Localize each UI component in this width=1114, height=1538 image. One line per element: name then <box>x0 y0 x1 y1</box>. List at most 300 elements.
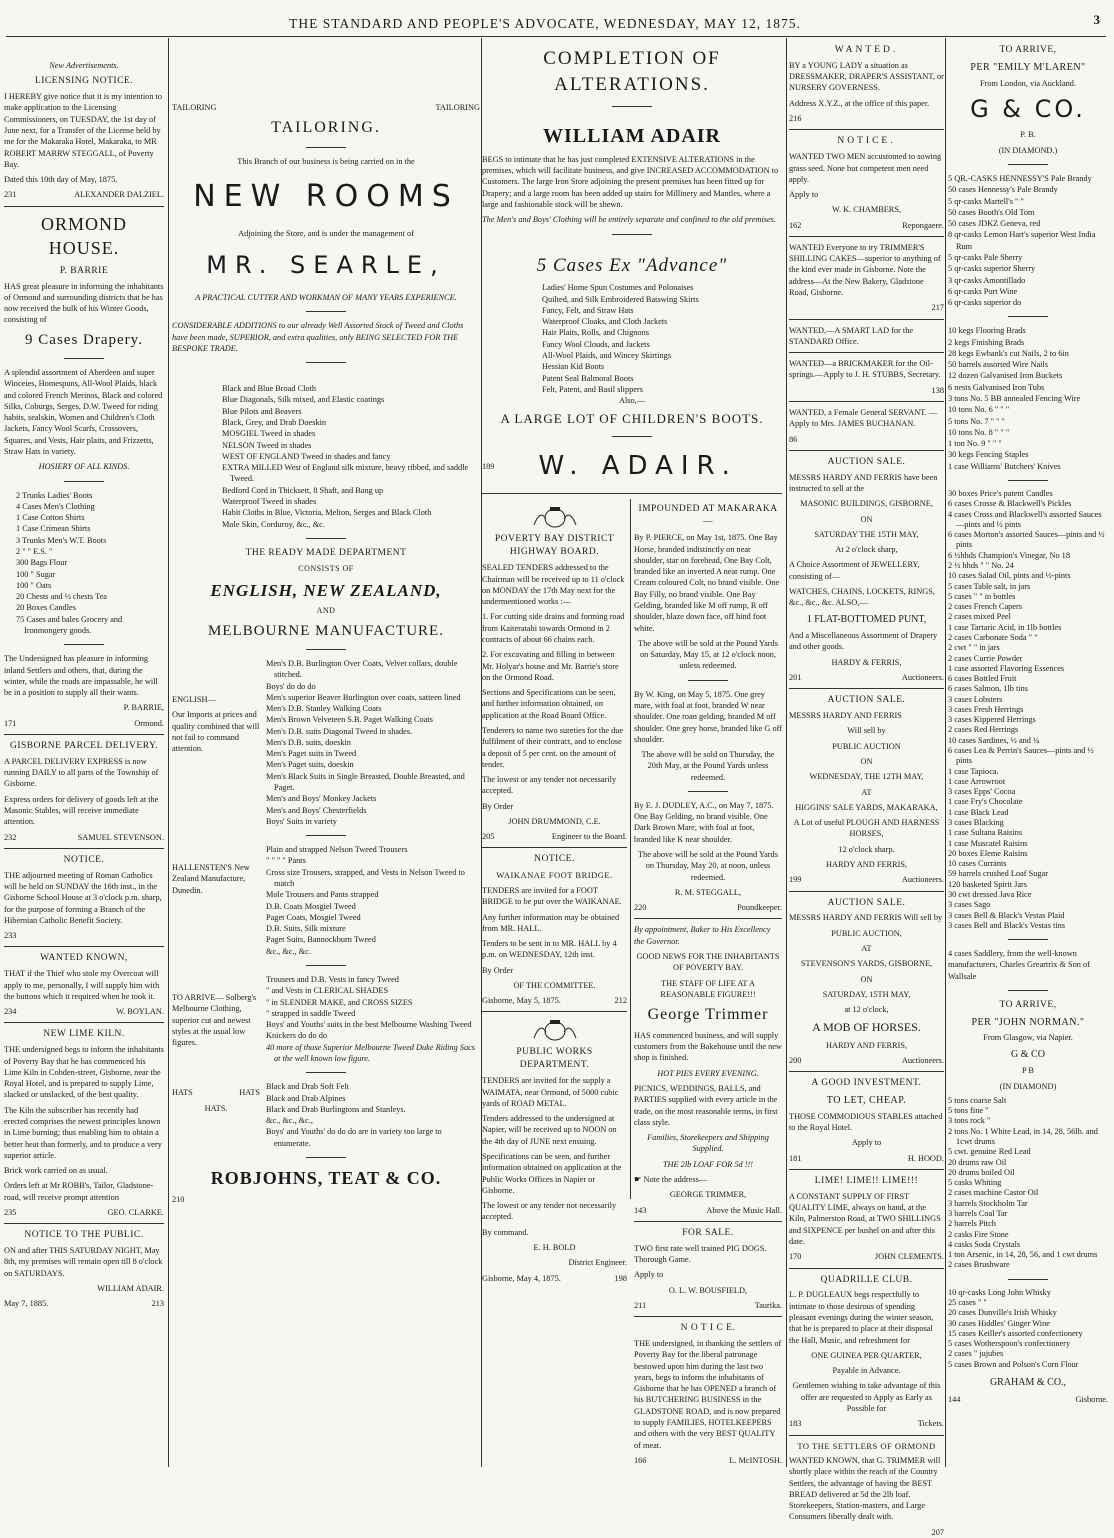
pwd-body: TENDERS are invited for the supply a WAIMATA, near Ormond, of 5000 cubic yards of ROAD METAL. <box>482 1076 619 1108</box>
ad-number: 207 <box>931 1527 944 1537</box>
ad-separator <box>789 1071 944 1072</box>
trimmer-body: HAS commenced business, and will supply customers from the Bakehouse until the new shop is finished. <box>634 1030 782 1063</box>
ad-separator <box>789 1268 944 1269</box>
notice-footer <box>4 930 164 941</box>
goods-item: Patent Seal Balmoral Boots <box>542 373 634 383</box>
auction-1-list: WATCHES, CHAINS, LOCKETS, RINGS, &c., &c., &c. ALSO,— <box>789 587 935 608</box>
parcel-body: A PARCEL DELIVERY EXPRESS is now running DAILY to all parts of the Township of Gisborne. <box>4 756 159 789</box>
ad-number: 200 <box>789 1056 802 1066</box>
stock-item: 3 tons No. 5 BB annealed Fencing Wire <box>948 394 1081 404</box>
stock-item: 3 cases Kippered Herrings <box>948 715 1036 725</box>
clothing-item: " " " " Pants <box>266 856 306 866</box>
ormond-settlers-body: WANTED KNOWN, that G. TRIMMER will shortly place within the reach of the Country Settlers, the advantage of having the BEST BREAD delivered at 5d the 2lb loaf. Storekeepers, Station-masters, and Large Consumers liberally dealt with. <box>789 1456 941 1522</box>
column-3 <box>482 40 782 1469</box>
impound-title: IMPOUNDED AT MAKARAKA— <box>638 504 778 528</box>
impound-body-3: By E. J. DUDLEY, A.C., on May 7, 1875. One Bay Gelding, no brand visible. One Dark Brown Mare, with foal at foot, branded like K near shoulder. <box>634 800 774 844</box>
highway-body: SEALED TENDERS addressed to the Chairman will be received up to 11 o'clock on MONDAY the 17th May next for the undermentioned works :— <box>482 563 625 607</box>
stock-item: 5 casks Whiting <box>948 1178 1002 1188</box>
ad-separator <box>306 965 346 966</box>
stock-item: 5 qr-casks superior Sherry <box>948 264 1036 274</box>
lime-body: A CONSTANT SUPPLY OF FIRST QUALITY LIME, always on hand, at the Kiln, Palmerston Road, at TWO SHILLINGS and SIXPENCE per bushel on and after this date. <box>789 1191 941 1246</box>
royal-crest-icon <box>530 1018 580 1042</box>
auction-3-title: AUCTION SALE. <box>827 897 906 908</box>
investment-title: A GOOD INVESTMENT. <box>811 1078 922 1089</box>
ad-separator <box>306 362 346 363</box>
lime-kiln-title: NEW LIME KILN. <box>43 1029 125 1040</box>
quadrille-footer <box>789 1418 944 1429</box>
stock-item: 15 cases Keiller's assorted confectionery <box>948 1328 1083 1338</box>
ship-name: PER "EMILY M'LAREN" <box>970 61 1086 73</box>
stock-item: 6 qr-casks superior do <box>948 298 1022 308</box>
stock-item: 3 cases Bell and Black's Vestas tins <box>948 920 1066 930</box>
ad-number: 231 <box>4 190 17 200</box>
stock-item: 5 tons fine " <box>948 1106 989 1116</box>
tickets: Tickets. <box>917 1419 944 1429</box>
butcher-notice-body: THE undersigned, in thanking the settlers of Poverty Bay for the liberal patronage bestowed upon him during the last two years, begs to inform the inhabitants of Gisborne that he has OPENED a branch of his BUTCHERING BUSINESS in the GLADSTONE ROAD, and is now prepared to supply FAMILIES, HOTELKEEPERS and others with the very BEST QUALITY of meat. <box>634 1339 782 1450</box>
auction-1-goods: A Choice Assortment of JEWELLERY, consisting of— <box>789 560 920 581</box>
ship-from: From London, via Auckland. <box>979 78 1077 88</box>
stock-item: 10 tons No. 8 " " " <box>948 427 1010 437</box>
auction-2-on: ON <box>860 757 873 767</box>
impound-sold-3: The above will be sold at the Pound Yards on Thursday, May 20, at noon, unless redeemed. <box>638 850 778 882</box>
impound-body: By P. PIERCE, on May 1st, 1875. One Bay Horse, branded indistinctly on near shoulder, star on forehead, One Bay Colt, branded like an inverted A near rump. One Cream coloured Colt, no brand visible. One Bay Filly, no brand visible. One Bay Gelding, branded like M off rump, R off shoulder, blaze down face, off hind foot white. <box>634 533 780 633</box>
ad-separator <box>306 538 346 539</box>
stock-item: 5 cases Brown and Polson's Corn Flour <box>948 1359 1079 1369</box>
tailoring-right: TAILORING <box>435 103 480 112</box>
adjoining-text: Adjoining the Store, and is under the management of <box>238 229 414 239</box>
stock-item: 1 ton Arsenic, in 14, 28, 56, and 1 cwt drums <box>948 1250 1098 1260</box>
ad-separator <box>612 436 652 437</box>
ormond-closing: The Undersigned has pleasure in informing inland Settlers and others, that, during the winter, while the roads are impassable, he will be in a position to supply all their wants. <box>4 654 158 698</box>
stock-item: 10 tons No. 6 " " " <box>948 405 1010 415</box>
ad-separator <box>789 236 944 237</box>
signature: HARDY AND FERRIS, <box>825 860 908 869</box>
ad-separator <box>789 1169 944 1170</box>
stock-item: 10 kegs Flooring Brads <box>948 326 1026 336</box>
parcel-title: GISBORNE PARCEL DELIVERY. <box>9 740 159 751</box>
stock-item: 6 qr-casks Port Wine <box>948 286 1018 296</box>
ad-number: 216 <box>789 114 802 124</box>
butcher-footer <box>634 1455 782 1466</box>
bridge-by: By Order <box>482 965 514 975</box>
place: Gisborne. <box>1075 1394 1108 1404</box>
pwd-body-3: Specifications can be seen, and further information obtained on application at the Public Works Offices in Napier or Gisborne. <box>482 1151 622 1195</box>
goods-item: Fancy, Felt, and Straw Hats <box>542 305 634 315</box>
stock-item: 6 cases Salmon, 1lb tins <box>948 684 1028 694</box>
lime-title: LIME! LIME!! LIME!!! <box>814 1175 919 1186</box>
wanted-address: Address X.Y.Z., at the office of this paper. <box>789 98 930 108</box>
pointing-hand-icon: ☛ <box>634 1174 644 1184</box>
stock-item: 3 cases Blacking <box>948 818 1004 827</box>
stock-item: 50 cases Booth's Old Tom <box>948 207 1035 217</box>
stock-item: 1 case Williams' Butchers' Knives <box>948 461 1061 471</box>
ad-separator <box>789 688 944 689</box>
stock-item: 2 cases Currie Powder <box>948 653 1023 663</box>
stock-item: 5 tons coarse Salt <box>948 1095 1007 1105</box>
ad-separator <box>4 734 164 735</box>
ad-separator <box>4 848 164 849</box>
list-item: 20 Chests and ½ chests Tea <box>16 592 107 602</box>
highway-work-1: 1. For cutting side drains and forming road from Kaiteratahi towards Ormond in 2 contracts of about 66 chains each. <box>482 612 625 644</box>
stock-item: 4 cases Cross and Blackwell's assorted Sauces—pints and ½ pints <box>948 509 1102 529</box>
stock-item: 25 cases " " <box>948 1297 987 1307</box>
clothing-item: " and Vests in CLERICAL SHADES <box>266 986 389 996</box>
signature: HARDY AND FERRIS, <box>825 1040 908 1050</box>
role: Auctioneers. <box>901 875 944 885</box>
ad-separator <box>4 946 164 947</box>
stock-item: 3 cases Lobsters <box>948 694 1003 704</box>
stock-item: 5 cwt. genuine Red Lead <box>948 1147 1031 1157</box>
ad-number: 138 <box>931 385 944 395</box>
bridge-sub: WAIKANAE FOOT BRIDGE. <box>496 870 613 881</box>
stock-item: 5 qr-casks Martell's " " <box>948 196 1024 206</box>
auction-1-venue: MASONIC BUILDINGS, GISBORNE, <box>800 499 933 509</box>
stock-item: 2 cases French Capers <box>948 602 1022 612</box>
quadrille-title: QUADRILLE CLUB. <box>820 1274 913 1285</box>
list-item: 1 Case Crimean Shirts <box>16 524 91 534</box>
date: Gisborne, May 4, 1875. <box>482 1273 561 1283</box>
ad-separator <box>634 1221 782 1222</box>
stock-item: 3 cases Epps' Cocoa <box>948 787 1016 797</box>
melbourne-manufacture: MELBOURNE MANUFACTURE. <box>208 622 444 639</box>
top-rule <box>6 36 1106 37</box>
auction-3-footer <box>789 1055 944 1066</box>
new-rooms: NEW ROOMS <box>193 179 459 215</box>
ad-separator <box>789 319 944 320</box>
auction-1-title: AUCTION SALE. <box>827 456 906 467</box>
signature: GEO. CLARKE. <box>107 1208 164 1218</box>
hats-center: HATS. <box>204 1103 228 1113</box>
column-3b <box>634 499 782 1470</box>
quadrille-price: ONE GUINEA PER QUARTER, <box>811 1350 922 1360</box>
stock-item: 28 kegs Ewbank's cut Nails, 2 to 6in <box>948 348 1069 358</box>
clothing-item: Men's D.B. suits Diagonal Tweed in shades. <box>266 726 413 736</box>
impound-body-2: By W. King, on May 5, 1875. One grey mare, with foal at foot, branded W near shoulder. One roan gelding, branded M off shoulder. One grey horse, branded like G off shoulder. <box>634 689 782 744</box>
pwd-body-2: Tenders addressed to the undersigned at Napier, will be received up to NOON on the 4th day of JUNE next ensuing. <box>482 1114 617 1146</box>
auction-3-at: AT <box>861 944 872 954</box>
auction-1-date: SATURDAY THE 15TH MAY, <box>814 529 919 539</box>
hats-header <box>172 1087 260 1098</box>
auction-3-mob: A MOB OF HORSES. <box>812 1020 921 1035</box>
ad-number: 210 <box>172 1195 185 1205</box>
signature: JOHN CLEMENTS. <box>874 1252 944 1262</box>
childrens-boots: A LARGE LOT OF CHILDREN'S BOOTS. <box>500 411 764 427</box>
signature: L. McINTOSH. <box>729 1455 782 1465</box>
ad-separator <box>64 481 104 482</box>
role: Poundkeeper. <box>737 903 782 913</box>
signature: WILLIAM ADAIR. <box>97 1284 164 1294</box>
stock-item: 59 barrels crushed Loaf Sugar <box>948 869 1048 879</box>
ormond-title: ORMOND HOUSE. <box>40 213 127 259</box>
clothing-item: D.B. Suits, Silk mixture <box>266 924 346 934</box>
signature: JOHN DRUMMOND, C.E. <box>508 816 601 826</box>
role: District Engineer. <box>568 1258 627 1268</box>
clothing-item: Boys' do do do <box>266 681 316 691</box>
bridge-notice-title: NOTICE. <box>534 854 575 865</box>
notice-title: NOTICE. <box>63 854 105 865</box>
stock-item: 50 cases JDKZ Geneva, red <box>948 219 1041 229</box>
for-sale-body: TWO first rate well trained PIG DOGS. Thorough Game. <box>634 1243 767 1265</box>
notice-body: THE adjourned meeting of Roman Catholics will be held on SUNDAY the 16th inst., in the Gisborne School House at 3 o'clock p.m. sharp, for the purpose of forming a Branch of the Hibernian Catholic Benefit Society. <box>4 870 162 925</box>
quadrille-body: L. P. DUGLEAUX begs respectfully to intimate to those desirous of spending pleasant evenings during the winter season, that he is prepared to place at their disposal the Hall, Music, and refreshment for <box>789 1290 934 1345</box>
trimmers-cakes-body: WANTED Everyone to try TRIMMER'S SHILLING CAKES—superior to anything of the kind ever made in Gisborne. Note the address—At the New Bakery, Gladstone Road, Gisborne. <box>789 242 941 298</box>
ad-number: 166 <box>634 1455 647 1465</box>
english-nz: ENGLISH, NEW ZEALAND, <box>210 580 442 600</box>
ad-number: 235 <box>4 1208 17 1218</box>
stock-item: 1 case Tapioca. <box>948 766 999 776</box>
stock-item: 1 case Fry's Chocolate <box>948 797 1023 807</box>
list-item: 100 " Oats <box>16 580 52 590</box>
highway-sureties: Tenderers to name two sureties for the due fulfilment of their contract, and to enclose a deposit of 5 per cent. on the amount of tender. <box>482 725 624 769</box>
to-let-title: TO LET, CHEAP. <box>826 1095 907 1107</box>
auction-3-pa: PUBLIC AUCTION, <box>831 928 902 938</box>
pwd-footer <box>482 1273 627 1284</box>
stock-item: 2 cases Brushware <box>948 1260 1010 1270</box>
tailoring-header <box>172 102 480 113</box>
trimmer-staff: THE STAFF OF LIFE AT A REASONABLE FIGURE!!! <box>660 978 756 999</box>
goods-item: Felt, Patent, and Basil slippers <box>542 384 643 394</box>
auction-3-body: MESSRS HARDY AND FERRIS Will sell by <box>789 913 943 923</box>
clothing-item: Cross size Trousers, strapped, and Vests in Nelson Tweed to match <box>266 867 465 889</box>
ad-separator <box>306 649 346 650</box>
brand-pb: P. B. <box>1020 130 1036 140</box>
auction-3-date: SATURDAY, 15TH MAY, <box>822 989 911 999</box>
stock-item: 5 tons No. 7 " " " <box>948 416 1005 426</box>
column-rule <box>945 38 946 1467</box>
stock-item: 20 drums raw Oil <box>948 1157 1007 1167</box>
column-1 <box>4 40 164 1469</box>
auction-2-lot: A Lot of useful PLOUGH AND HARNESS HORSES, <box>793 818 940 839</box>
clothing-item: Trousers and D.B. Vests in fancy Tweed <box>266 974 399 984</box>
clothing-item: Paget Coats, Mosgiel Tweed <box>266 912 361 922</box>
parcel-body-2: Express orders for delivery of goods left at the Masonic Stables, will receive immediate attention. <box>4 794 159 827</box>
cloth-item: NELSON Tweed in shades <box>222 440 312 450</box>
lime-kiln-body-3: Brick work carried on as usual. <box>4 1166 108 1176</box>
ad-separator <box>306 1072 346 1073</box>
to-arrive-2-title: TO ARRIVE, <box>999 999 1057 1010</box>
list-item: 20 Boxes Candles <box>16 603 76 613</box>
ad-separator <box>4 206 164 207</box>
stock-item: 2 cases " jujubes <box>948 1349 1004 1359</box>
place: Ormond. <box>134 718 164 728</box>
ormond-footer <box>4 718 164 729</box>
licensing-title: LICENSING NOTICE. <box>34 76 134 87</box>
hat-item: Black and Drab Soft Felt <box>266 1082 349 1092</box>
hallensten-label: HALLENSTEN'S New Zealand Manufacture, Dunedin. <box>172 863 250 895</box>
column-rule <box>168 38 169 1467</box>
ad-separator <box>1008 480 1048 481</box>
and-text: AND <box>316 605 336 615</box>
ad-separator <box>789 129 944 130</box>
firm-name: ROBJOHNS, TEAT & CO. <box>210 1167 442 1188</box>
ad-separator <box>634 918 782 919</box>
cloth-item: EXTRA MILLED West of England silk mixture, heavy ribbed, and saddle Tweed. <box>222 463 469 484</box>
ormond-settlers-title: TO THE SETTLERS OF ORMOND <box>797 1440 936 1451</box>
clothing-item: " strapped in saddle Tweed <box>266 1008 356 1018</box>
manager-name: MR. SEARLE, <box>206 251 446 280</box>
clothing-item: Men's superior Beaver Burlington over coats, satteen lined <box>266 692 461 702</box>
auction-1-footer <box>789 672 944 683</box>
trimmer-hot-pies: HOT PIES EVERY EVENING. <box>657 1068 759 1078</box>
cloth-item: WEST OF ENGLAND Tweed in shades and fancy <box>222 451 391 461</box>
to-arrive-title: TO ARRIVE, <box>999 45 1057 55</box>
ormond-hosiery: HOSIERY OF ALL KINDS. <box>38 462 130 472</box>
cloth-item: Waterproof Tweed in shades <box>222 496 317 506</box>
saddlery-item: 4 cases Saddlery, from the well-known manufacturers, Charles Greartrix & Son of Wallsale <box>948 949 1090 981</box>
chambers-footer <box>789 220 944 231</box>
lime-kiln-body-4: Orders left at Mr ROBB's, Tailor, Gladstone-road, will receive prompt attention <box>4 1181 154 1202</box>
stock-item: 3 cases Fresh Herrings <box>948 704 1024 714</box>
quadrille-body-2: Gentlemen wishing to take advantage of this offer are requested to Apply as Early as Possible for <box>792 1381 941 1413</box>
wanted-body: THAT if the Thief who stole my Overcoat will apply to me, personally, I will supply him with the buttons which it required when he took it. <box>4 969 160 1001</box>
ad-number: 181 <box>789 1153 802 1163</box>
stock-item: 2 kegs Finishing Brads <box>948 337 1025 347</box>
place: Taurika. <box>754 1300 782 1310</box>
clothing-item: Plain and strapped Nelson Tweed Trousers <box>266 845 408 855</box>
wanted-title: WANTED KNOWN, <box>40 953 128 964</box>
clothing-item: Men's D.B. Stanley Walking Coats <box>266 704 382 714</box>
goods-item: Waterproof Cloaks, and Cloth Jackets <box>542 317 668 327</box>
stock-item: 2 cases machine Castor Oil <box>948 1188 1039 1198</box>
clothing-item: 40 more of those Superior Melbourne Tweed Duke Riding Sacs at the well known low figure. <box>266 1042 476 1063</box>
licensing-dated: Dated this 10th day of May, 1875. <box>4 175 118 185</box>
clothing-item: " in SLENDER MAKE, and CROSS SIZES <box>266 997 413 1007</box>
auction-2-pa: PUBLIC AUCTION <box>832 741 901 751</box>
stock-item: 1 ton No. 9 " " " <box>948 439 1002 449</box>
auction-2-title: AUCTION SALE. <box>827 695 906 706</box>
column-rule <box>786 38 787 1467</box>
brand-pb-2: P B <box>1022 1066 1034 1076</box>
clothing-item: Men's Black Suits in Single Breasted, Double Breasted, and Paget. <box>266 771 465 793</box>
stock-item: 6 ½hhds Champion's Vinegar, No 18 <box>948 550 1070 560</box>
trimmer-note <box>634 1174 782 1185</box>
alterations-body: BEGS to intimate that he has just completed EXTENSIVE ALTERATIONS in the premises, which will facilitate business, and give INCREASED ACCOMMODATION to Customers. The large Iron Store adjoining the present premises has been fitted up for Drapery; and a large room has been added up stairs for Millinery and Mantles, where a large and fashionable stock will be shewn. <box>482 154 779 209</box>
investment-body: THOSE COMMODIOUS STABLES attached to the Royal Hotel. <box>789 1111 943 1133</box>
quadrille-pay: Payable in Advance. <box>832 1366 901 1376</box>
ad-separator <box>64 358 104 359</box>
bridge-body-2: Any further information may be obtained from MR. HALL. <box>482 912 620 933</box>
ad-number: 211 <box>634 1300 647 1310</box>
cloth-item: Blue Diagonals, Silk mixed, and Elastic coatings <box>222 395 385 405</box>
auction-2-will: Will sell by <box>847 726 886 736</box>
signature: GEORGE TRIMMER, <box>669 1190 747 1200</box>
consists-of: CONSISTS OF <box>298 563 354 573</box>
stock-item: 10 qr-casks Long John Whisky <box>948 1287 1051 1297</box>
clothing-item: D.B. Coats Mosgiel Tweed <box>266 901 356 911</box>
stock-item: 5 QR.-CASKS HENNESSY'S Pale Brandy <box>948 173 1092 183</box>
lime-footer <box>789 1251 944 1262</box>
adair-name: WILLIAM ADAIR <box>542 124 722 147</box>
ad-separator <box>688 680 728 681</box>
ad-number: 144 <box>948 1394 961 1404</box>
trimmer-families: Families, Storekeepers and Shipping Supplied. <box>647 1133 769 1154</box>
brand-mark: G & CO. <box>970 94 1086 123</box>
ad-number: 183 <box>789 1419 802 1429</box>
ad-number: 233 <box>4 931 17 941</box>
clothing-item: Men's Brown Velveteen S.B. Paget Walking Coats <box>266 715 433 725</box>
stock-item: 1 case Black Lead <box>948 807 1009 817</box>
list-item: 2 Trunks Ladies' Boots <box>16 490 93 500</box>
ad-separator <box>789 891 944 892</box>
ormond-cases: 9 Cases Drapery. <box>25 331 143 348</box>
arrive-section <box>172 974 480 1064</box>
english-section <box>172 658 480 827</box>
highway-work-2: 2. For excavating and filling in between Mr. Holyar's house and Mr. Barrie's store on the Ormond Road. <box>482 650 619 682</box>
auction-2-at: AT <box>861 787 872 797</box>
hats-right: HATS <box>239 1088 260 1098</box>
stock-item: 30 boxes Price's patent Candles <box>948 489 1053 498</box>
ormond-desc: A splendid assortment of Aberdeen and super Winceies, Homespuns, All-Wool Plaids, black and colored French Merinos, Black and colored Silks, Coburgs, Serges, D.W. Tweed for riding habits, sealskin, Women and Children's Cloth Jackets, Fancy Wool Scarfs, Crossovers, Squares, and Vests, Hair plaits, and Frizzetts, Straw Hats in variety. <box>4 368 163 457</box>
hallensten-section <box>172 844 480 957</box>
investment-apply: Apply to <box>851 1138 882 1148</box>
ad-number: 171 <box>4 718 17 728</box>
date: May 7, 1885. <box>4 1299 49 1309</box>
brickmaker-body: WANTED—a BRICKMAKER for the Oil-springs.—Apply to J. H. STUBBS, Secretary. <box>789 359 941 380</box>
role: Engineer to the Board. <box>551 832 627 842</box>
stock-item: 3 tons rock " <box>948 1116 991 1126</box>
bridge-committee: OF THE COMMITTEE. <box>513 980 596 990</box>
clothing-item: Boys' and Youths' suits in the best Melbourne Washing Tweed <box>266 1020 472 1030</box>
auction-3-time: at 12 o'clock, <box>844 1005 889 1015</box>
clothing-item: Men's D.B. suits, doeskin <box>266 737 351 747</box>
stock-item: 10 cases Sardines, ½ and ¼ <box>948 735 1040 745</box>
auction-1-on: ON <box>860 514 873 524</box>
goods-item: Quilted, and Silk Embroidered Batswing Skirts <box>542 294 699 304</box>
servant-body: WANTED, a Female General SERVANT. —Apply to Mrs. JAMES BUCHANAN. <box>789 408 938 429</box>
place: Repongaere. <box>902 220 944 230</box>
stock-item: 20 cases Dunville's Irish Whisky <box>948 1308 1057 1318</box>
auction-2-time: 12 o'clock sharp. <box>838 844 895 854</box>
stock-item: 5 cases Wotherspoon's confectionery <box>948 1339 1071 1349</box>
signature: R. M. STEGGALL, <box>674 887 742 897</box>
ad-separator <box>612 106 652 107</box>
stock-item: 2 barrels Pitch <box>948 1219 996 1229</box>
ad-number: 201 <box>789 673 802 682</box>
adair-signature: W. ADAIR. <box>538 451 738 482</box>
stock-item: 50 cases Hennessy's Pale Brandy <box>948 185 1058 195</box>
trimmer-note-text: Note the address— <box>643 1174 708 1184</box>
ad-separator <box>634 1316 782 1317</box>
clothing-item: &c., &c., &c. <box>266 946 311 956</box>
goods-item: Ladies' Home Spun Costumes and Polonaises <box>542 283 694 293</box>
ad-number: 143 <box>634 1205 647 1215</box>
trimmer-appointment: By appointment, Baker to His Excellency the Governor. <box>634 925 771 946</box>
trimmer-body-2: PICNICS, WEDDINGS, BALLS, and PARTIES supplied with every article in the trade, on the most reasonable terms, in first class style. <box>634 1084 778 1127</box>
stock-item: 10 cases Salad Oil, pints and ½-pints <box>948 571 1071 581</box>
ad-number: 162 <box>789 220 802 230</box>
stock-item: 50 barrels assorted Wire Nails <box>948 360 1048 370</box>
ad-separator <box>1008 939 1048 940</box>
ad-separator <box>1008 990 1048 991</box>
stock-item: 10 cases Currants <box>948 859 1007 869</box>
advance-cases: 5 Cases Ex "Advance" <box>536 254 728 276</box>
ormond-intro: HAS great pleasure in informing the inhabitants of Ormond and surrounding districts that he has now received the bulk of his Winter Goods, consisting of <box>4 281 164 325</box>
pwd-body-4: The lowest or any tender not necessarily accepted. <box>482 1201 617 1222</box>
stock-item: 2 cases Red Herrings <box>948 725 1019 735</box>
date: Gisborne, May 5, 1875. <box>482 996 561 1006</box>
highway-by: By Order <box>482 801 514 811</box>
ad-separator <box>1008 164 1048 165</box>
goods-item: Hessian Kid Boots <box>542 362 605 372</box>
goods-item: All-Wool Plaids, and Wincey Skirtings <box>542 351 672 361</box>
highway-lowest: The lowest or any tender not necessarily accepted. <box>482 775 617 796</box>
ad-separator <box>306 1157 346 1158</box>
highway-title: POVERTY BAY DISTRICT HIGHWAY BOARD. <box>494 534 615 558</box>
signature: W. K. CHAMBERS, <box>831 205 902 215</box>
clothing-item: Boys' Suits in variety <box>266 816 337 826</box>
column-2 <box>172 40 480 1469</box>
ad-number: 170 <box>789 1252 802 1262</box>
